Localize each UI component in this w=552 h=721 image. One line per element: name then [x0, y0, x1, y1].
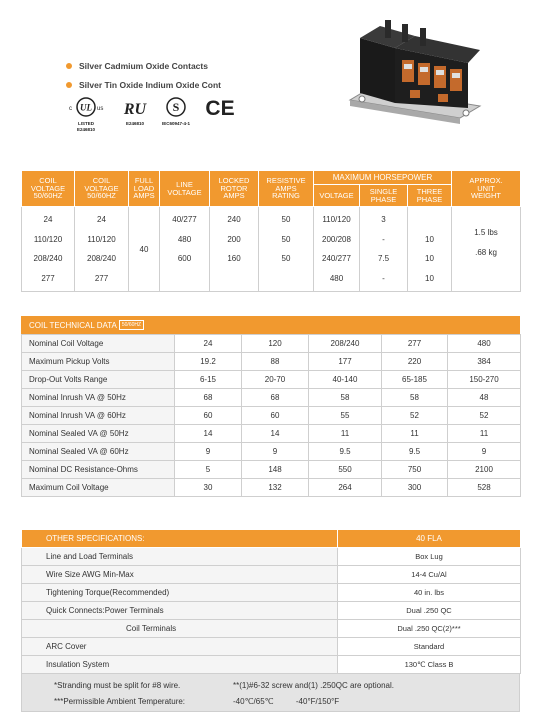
- row-label: Nominal Inrush VA @ 50Hz: [22, 389, 175, 407]
- header-max-horsepower: MAXIMUM HORSEPOWER: [314, 171, 452, 185]
- table-cell: 9.5: [382, 443, 448, 461]
- header-line-voltage: LINE VOLTAGE: [160, 171, 210, 207]
- table-cell: 65-185: [382, 371, 448, 389]
- table-cell: 9.5: [309, 443, 382, 461]
- header-weight: APPROX. UNIT WEIGHT: [452, 171, 521, 207]
- feature-text: Silver Tin Oxide Indium Oxide Cont: [79, 79, 222, 90]
- table-cell: 60: [175, 407, 242, 425]
- table-row: [22, 353, 521, 371]
- footnote-text: **(1)#6-32 screw and(1) .250QC are optional.: [233, 680, 394, 690]
- ce-mark-icon: [204, 96, 236, 120]
- row-label: Nominal Coil Voltage: [22, 335, 175, 353]
- bullet-icon: [66, 82, 72, 88]
- footnote-text: ***Permissible Ambient Temperature:: [54, 696, 186, 706]
- locked-rotor-cell: 240 200 160: [210, 207, 259, 292]
- section-title: COIL TECHNICAL DATA: [29, 320, 117, 330]
- table-cell: 40-140: [309, 371, 382, 389]
- spec-value: Standard: [338, 638, 521, 656]
- section-title: OTHER SPECIFICATIONS:: [22, 530, 338, 548]
- row-label: Nominal Sealed VA @ 50Hz: [22, 425, 175, 443]
- table-row: [22, 407, 521, 425]
- coil-technical-data-header: [21, 316, 520, 334]
- table-cell: 300: [382, 479, 448, 497]
- header-locked-rotor: LOCKED ROTOR AMPS: [210, 171, 259, 207]
- table-row: [22, 602, 521, 620]
- table-cell: 264: [309, 479, 382, 497]
- three-phase-cell: 10 10 10: [408, 207, 452, 292]
- spec-label: Coil Terminals: [22, 620, 338, 638]
- svg-text:us: us: [97, 106, 104, 112]
- spec-label: Line and Load Terminals: [22, 548, 338, 566]
- header-resistive: RESISTIVE AMPS RATING: [259, 171, 314, 207]
- row-label: Maximum Pickup Volts: [22, 353, 175, 371]
- weight-cell: 1.5 lbs .68 kg: [452, 207, 521, 292]
- spec-value: Dual .250 QC: [338, 602, 521, 620]
- table-row: [22, 335, 521, 353]
- table-cell: 2100: [448, 461, 521, 479]
- header-coil-voltage-1: COIL VOLTAGE 50/60HZ: [22, 171, 75, 207]
- table-cell: 550: [309, 461, 382, 479]
- table-cell: 11: [309, 425, 382, 443]
- row-label: Drop-Out Volts Range: [22, 371, 175, 389]
- s-mark-icon: [162, 96, 190, 126]
- table-row: [22, 656, 521, 674]
- table-row: [22, 638, 521, 656]
- table-cell: 52: [382, 407, 448, 425]
- table-cell: 58: [309, 389, 382, 407]
- spec-value: 14-4 Cu/Al: [338, 566, 521, 584]
- spec-label: Wire Size AWG Min-Max: [22, 566, 338, 584]
- row-label: Maximum Coil Voltage: [22, 479, 175, 497]
- footnote-line: [54, 677, 519, 693]
- coil-technical-data: [21, 316, 520, 497]
- rating-header: 40 FLA: [338, 530, 521, 548]
- table-cell: 480: [448, 335, 521, 353]
- contactor-product-image: [340, 8, 490, 138]
- resistive-cell: 50 50 50: [259, 207, 314, 292]
- cert-caption: IEC60947-4-1: [162, 121, 191, 126]
- coil-voltage-cell: 24 110/120 208/240 277: [75, 207, 129, 292]
- table-cell: 11: [448, 425, 521, 443]
- ur-recognized-icon: [122, 96, 148, 126]
- svg-text:RU: RU: [123, 101, 147, 118]
- table-cell: 120: [242, 335, 309, 353]
- spec-label: Tightening Torque(Recommended): [22, 584, 338, 602]
- header-three-phase: THREE PHASE: [408, 185, 452, 207]
- coil-voltage-cell: 24 110/120 208/240 277: [22, 207, 75, 292]
- table-row: [22, 425, 521, 443]
- spec-label: Quick Connects:Power Terminals: [22, 602, 338, 620]
- feature-list: [66, 56, 221, 94]
- table-cell: 5: [175, 461, 242, 479]
- table-cell: 150-270: [448, 371, 521, 389]
- table-cell: 277: [382, 335, 448, 353]
- table-cell: 148: [242, 461, 309, 479]
- header-single-phase: SINGLE PHASE: [360, 185, 408, 207]
- svg-text:c: c: [69, 106, 72, 112]
- spec-value: Box Lug: [338, 548, 521, 566]
- footnote-line: [54, 693, 519, 709]
- table-cell: 14: [242, 425, 309, 443]
- coil-data-table: [21, 334, 521, 497]
- svg-text:UL: UL: [80, 102, 92, 113]
- table-cell: 14: [175, 425, 242, 443]
- table-row: [22, 620, 521, 638]
- header-coil-voltage-2: COIL VOLTAGE 50/60HZ: [75, 171, 129, 207]
- table-cell: 68: [242, 389, 309, 407]
- other-specs-table: [21, 529, 521, 674]
- spec-value: 130℃ Class B: [338, 656, 521, 674]
- spec-label: ARC Cover: [22, 638, 338, 656]
- table-row: [22, 479, 521, 497]
- cert-caption: E246810: [125, 121, 145, 126]
- row-label: Nominal DC Resistance-Ohms: [22, 461, 175, 479]
- header-full-load-amps: FULL LOAD AMPS: [129, 171, 160, 207]
- svg-text:CE: CE: [205, 97, 235, 120]
- table-cell: 750: [382, 461, 448, 479]
- table-cell: 384: [448, 353, 521, 371]
- table-cell: 132: [242, 479, 309, 497]
- table-cell: 19.2: [175, 353, 242, 371]
- header-hp-voltage: VOLTAGE: [314, 185, 360, 207]
- cert-caption: LISTED: [77, 121, 94, 126]
- table-row: [22, 389, 521, 407]
- ratings-table: [21, 170, 521, 292]
- table-cell: 60: [242, 407, 309, 425]
- table-cell: 177: [309, 353, 382, 371]
- table-cell: 9: [242, 443, 309, 461]
- hp-voltage-cell: 110/120 200/208 240/277 480: [314, 207, 360, 292]
- feature-item: [66, 56, 221, 75]
- table-cell: 24: [175, 335, 242, 353]
- table-cell: 68: [175, 389, 242, 407]
- other-specifications: [21, 529, 520, 712]
- table-cell: 58: [382, 389, 448, 407]
- table-cell: 9: [448, 443, 521, 461]
- table-cell: 20-70: [242, 371, 309, 389]
- full-load-amps-cell: 40: [129, 207, 160, 292]
- feature-text: Silver Cadmium Oxide Contacts: [79, 60, 208, 71]
- spec-value: Dual .250 QC(2)***: [338, 620, 521, 638]
- row-label: Nominal Sealed VA @ 60Hz: [22, 443, 175, 461]
- footnote-text: *Stranding must be split for #8 wire.: [54, 680, 181, 690]
- table-cell: 30: [175, 479, 242, 497]
- table-cell: 48: [448, 389, 521, 407]
- single-phase-cell: 3 - 7.5 -: [360, 207, 408, 292]
- table-cell: 9: [175, 443, 242, 461]
- table-row: [22, 584, 521, 602]
- svg-text:S: S: [172, 100, 180, 114]
- table-cell: 528: [448, 479, 521, 497]
- line-voltage-cell: 40/277 480 600: [160, 207, 210, 292]
- table-row: [22, 566, 521, 584]
- certification-logos: [66, 96, 250, 132]
- table-row: [22, 371, 521, 389]
- footnote-text: -40℃/65℃ -40°F/150°F: [233, 696, 340, 706]
- table-cell: 220: [382, 353, 448, 371]
- spec-label: Insulation System: [22, 656, 338, 674]
- feature-item: [66, 75, 221, 94]
- table-cell: 208/240: [309, 335, 382, 353]
- row-label: Nominal Inrush VA @ 60Hz: [22, 407, 175, 425]
- table-row: [22, 443, 521, 461]
- table-cell: 11: [382, 425, 448, 443]
- table-row: [22, 548, 521, 566]
- table-cell: 52: [448, 407, 521, 425]
- table-cell: 55: [309, 407, 382, 425]
- frequency-tag: 50/60HZ: [119, 320, 144, 330]
- cert-caption: E246810: [76, 127, 96, 132]
- ul-listed-icon: [66, 96, 106, 132]
- footnotes: [21, 674, 520, 712]
- bullet-icon: [66, 63, 72, 69]
- table-cell: 6-15: [175, 371, 242, 389]
- spec-value: 40 in. lbs: [338, 584, 521, 602]
- table-row: [22, 461, 521, 479]
- table-cell: 88: [242, 353, 309, 371]
